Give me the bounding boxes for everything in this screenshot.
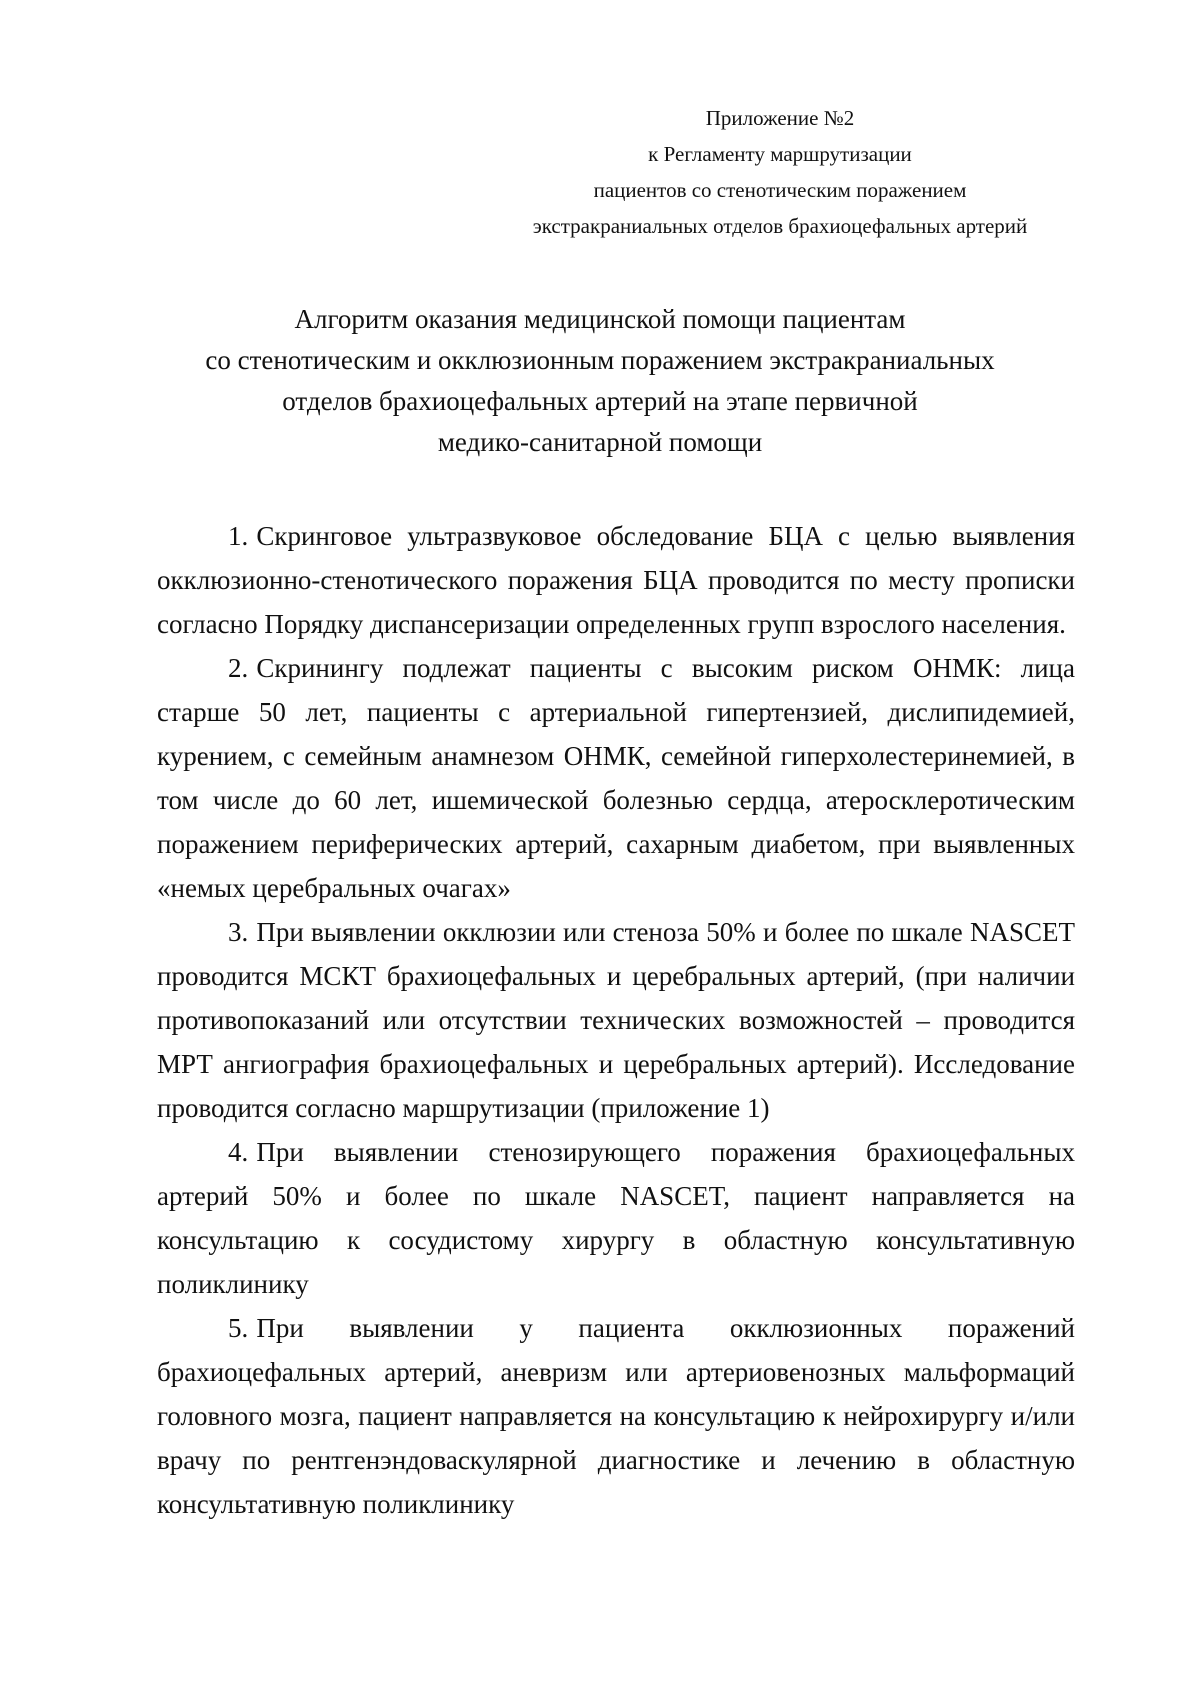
appendix-line: Приложение №2 <box>705 106 855 130</box>
item-number: 5. <box>228 1313 249 1343</box>
list-item <box>157 1306 1075 1526</box>
title-line: медико-санитарной помощи <box>437 427 763 457</box>
title-line: отделов брахиоцефальных артерий на этапе первичной <box>282 386 918 416</box>
title-line: Алгоритм оказания медицинской помощи пациентам <box>294 304 906 334</box>
item-number: 2. <box>228 653 249 683</box>
item-number: 3. <box>228 917 249 947</box>
appendix-header <box>500 100 1060 244</box>
item-number: 4. <box>228 1137 249 1167</box>
list-item <box>157 514 1075 646</box>
appendix-line: экстракраниальных отделов брахиоцефальных артерий <box>532 214 1028 238</box>
item-text: При выявлении окклюзии или стеноза 50% и более по шкале NASCET проводится МСКТ брахиоцефальных и церебральных артерий, (при наличии противопоказаний или отсутствии технических возможностей – проводится МРТ ангиография брахиоцефальных и церебральных артерий). Исследование проводится согласно маршрутизации (приложение 1) <box>157 917 1075 1123</box>
item-text: Скринингу подлежат пациенты с высоким риском ОНМК: лица старше 50 лет, пациенты с артериальной гипертензией, дислипидемией, курением, с семейным анамнезом ОНМК, семейной гиперхолестеринемией, в том числе до 60 лет, ишемической болезнью сердца, атеросклеротическим поражением периферических артерий, сахарным диабетом, при выявленных «немых церебральных очагах» <box>157 653 1075 903</box>
list-item <box>157 1130 1075 1306</box>
title-line: со стенотическим и окклюзионным поражением экстракраниальных <box>205 345 995 375</box>
item-text: При выявлении стенозирующего поражения брахиоцефальных артерий 50% и более по шкале NASCET, пациент направляется на консультацию к сосудистому хирургу в областную консультативную поликлинику <box>157 1137 1075 1299</box>
document-title <box>140 299 1060 463</box>
list-item <box>157 910 1075 1130</box>
item-number: 1. <box>228 521 249 551</box>
document-body <box>157 514 1075 1526</box>
item-text: При выявлении у пациента окклюзионных поражений брахиоцефальных артерий, аневризм или артериовенозных мальформаций головного мозга, пациент направляется на консультацию к нейрохирургу и/или врачу по рентгенэндоваскулярной диагностике и лечению в областную консультативную поликлинику <box>157 1313 1075 1519</box>
list-item <box>157 646 1075 910</box>
appendix-line: к Регламенту маршрутизации <box>648 142 912 166</box>
appendix-line: пациентов со стенотическим поражением <box>593 178 967 202</box>
item-text: Скринговое ультразвуковое обследование БЦА с целью выявления окклюзионно-стенотического поражения БЦА проводится по месту прописки согласно Порядку диспансеризации определенных групп взрослого населения. <box>157 521 1075 639</box>
